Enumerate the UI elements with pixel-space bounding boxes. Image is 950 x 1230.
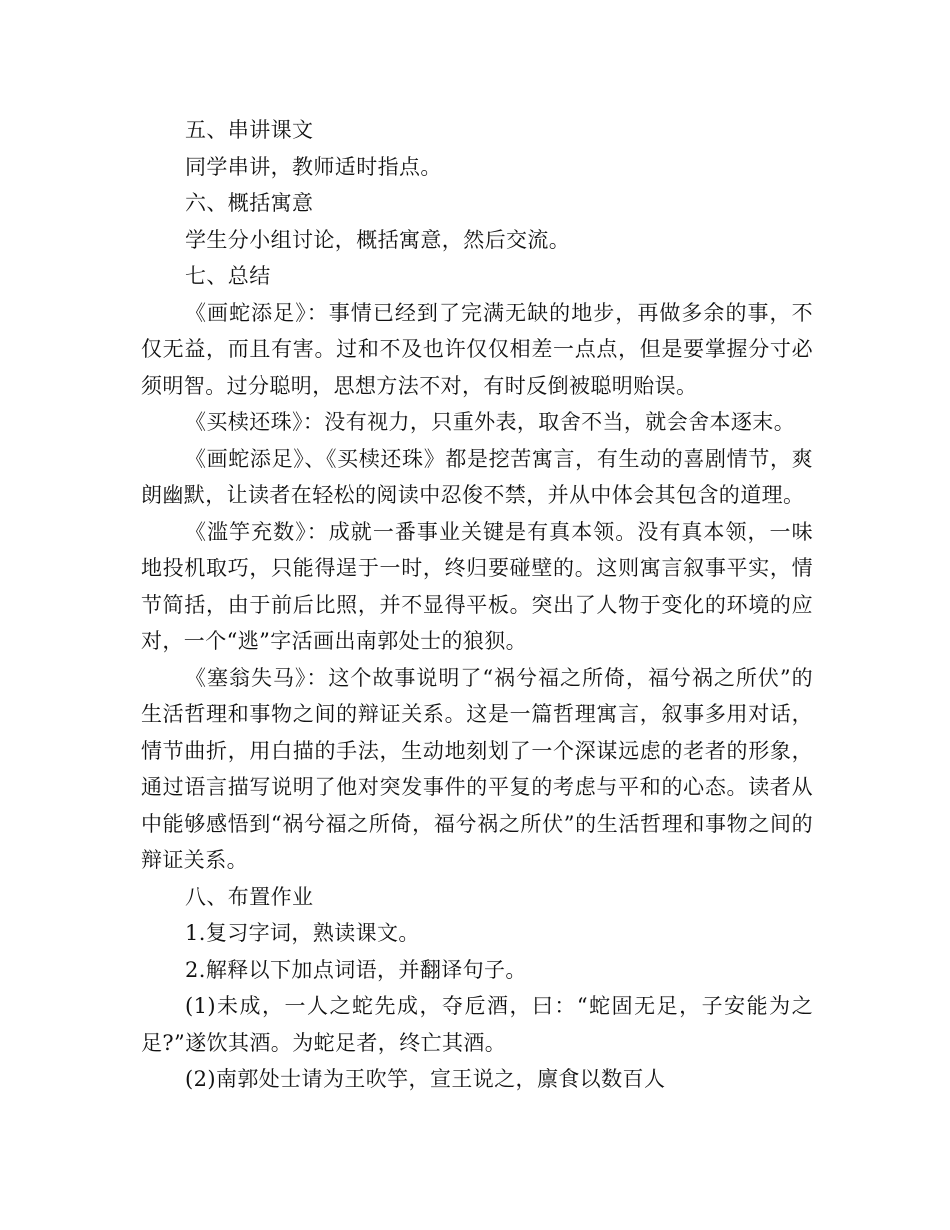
paragraph-discuss: 学生分小组讨论，概括寓意，然后交流。	[185, 227, 571, 252]
paragraph-retell: 同学串讲，教师适时指点。	[185, 154, 442, 179]
document-body	[141, 112, 813, 1098]
paragraph-lanyu: 《滥竽充数》：成就一番事业关键是有真本领。没有真本领，一味地投机取巧，只能得逞于一时，终归要碰壁的。这则寓言叙事平实，情节简括，由于前后比照，并不显得平板。突出了人物于变化的环境的应对，一个“逃”字活画出南郭处士的狼狈。	[141, 519, 813, 653]
section-heading-8: 八、布置作业	[185, 884, 314, 909]
section-heading-7: 七、总结	[185, 264, 271, 288]
homework-sentence-2: (2)南郭处士请为王吹竽，宣王说之，廪食以数百人	[185, 1067, 666, 1091]
homework-sentence-1: (1)未成，一人之蛇先成，夺卮酒，曰：“蛇固无足，子安能为之足?”遂饮其酒。为蛇足者，终亡其酒。	[141, 994, 813, 1055]
homework-item-1: 1.复习字词，熟读课文。	[185, 921, 420, 945]
paragraph-saiweng: 《塞翁失马》：这个故事说明了“祸兮福之所倚，福兮祸之所伏”的生活哲理和事物之间的辩证关系。这是一篇哲理寓言，叙事多用对话，情节曲折，用白描的手法，生动地刻划了一个深谋远虑的老者的形象，通过语言描写说明了他对突发事件的平复的考虑与平和的心态。读者从中能够感悟到“祸兮福之所倚，福兮祸之所伏”的生活哲理和事物之间的辩证关系。	[141, 665, 813, 872]
paragraph-maidu: 《买椟还珠》：没有视力，只重外表，取舍不当，就会舍本逐末。	[185, 410, 796, 434]
section-heading-6: 六、概括寓意	[185, 191, 314, 215]
homework-item-2: 2.解释以下加点词语，并翻译句子。	[185, 957, 527, 982]
paragraph-comparison: 《画蛇添足》、《买椟还珠》都是挖苦寓言，有生动的喜剧情节，爽朗幽默，让读者在轻松的阅读中忍俊不禁，并从中体会其包含的道理。	[141, 446, 813, 507]
paragraph-huashe: 《画蛇添足》：事情已经到了完满无缺的地步，再做多余的事，不仅无益，而且有害。过和不及也许仅仅相差一点点，但是要掌握分寸必须明智。过分聪明，思想方法不对，有时反倒被聪明贻误。	[141, 300, 813, 398]
section-heading-5: 五、串讲课文	[185, 118, 314, 142]
